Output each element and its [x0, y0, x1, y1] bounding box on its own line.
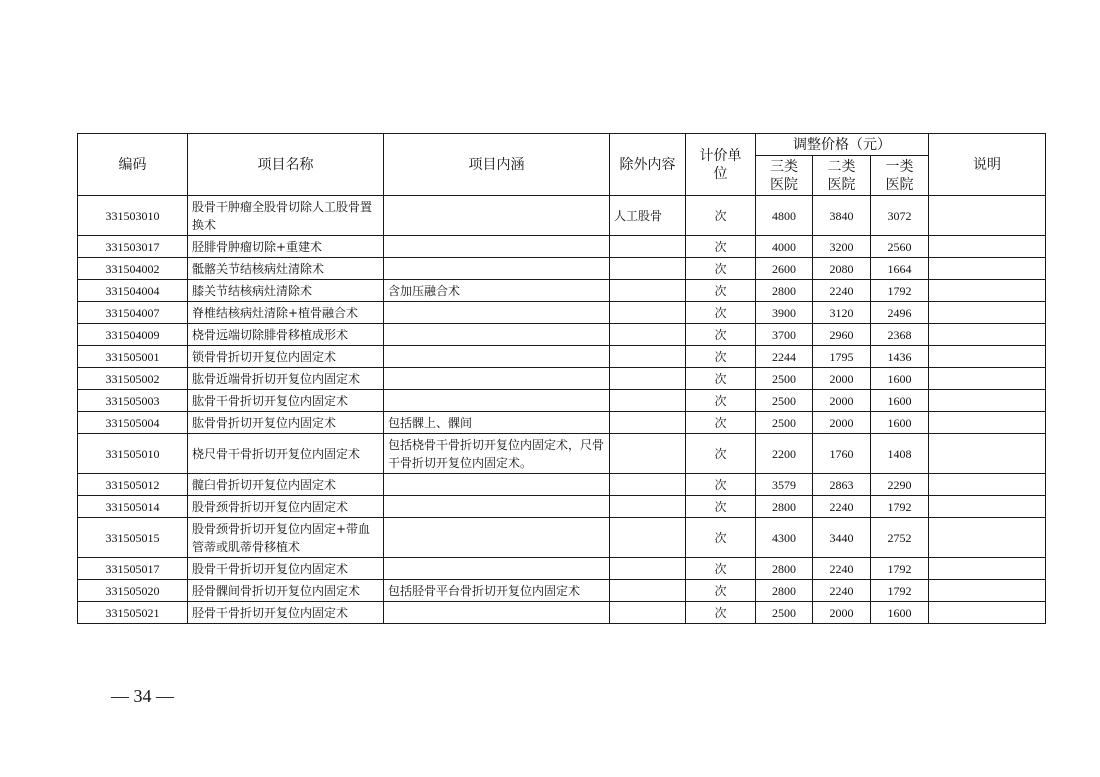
cell-price-class1: 1600 — [871, 602, 929, 624]
table-row — [78, 324, 1046, 346]
cell-price-class1: 1792 — [871, 496, 929, 518]
cell-item-content — [384, 324, 610, 346]
cell-price-class1: 1792 — [871, 580, 929, 602]
cell-pricing-unit: 次 — [686, 558, 756, 580]
cell-price-class3: 2800 — [756, 580, 813, 602]
header-pricing-unit: 计价单位 — [686, 134, 756, 196]
table-row — [78, 196, 1046, 236]
cell-pricing-unit: 次 — [686, 280, 756, 302]
table-row — [78, 474, 1046, 496]
header-code: 编码 — [78, 134, 188, 196]
cell-code: 331505020 — [78, 580, 188, 602]
cell-note — [929, 496, 1046, 518]
cell-code: 331505004 — [78, 412, 188, 434]
cell-pricing-unit: 次 — [686, 474, 756, 496]
cell-price-class2: 3120 — [813, 302, 871, 324]
cell-pricing-unit: 次 — [686, 412, 756, 434]
cell-item-name: 胫骨干骨折切开复位内固定术 — [188, 602, 384, 624]
cell-price-class2: 2000 — [813, 412, 871, 434]
cell-code: 331503010 — [78, 196, 188, 236]
cell-item-name: 胫腓骨肿瘤切除+重建术 — [188, 236, 384, 258]
cell-code: 331505001 — [78, 346, 188, 368]
cell-item-content: 包括胫骨平台骨折切开复位内固定术 — [384, 580, 610, 602]
cell-note — [929, 474, 1046, 496]
cell-exclusion — [610, 236, 686, 258]
cell-exclusion — [610, 390, 686, 412]
cell-note — [929, 558, 1046, 580]
cell-item-name: 股骨颈骨折切开复位内固定+带血管蒂或肌蒂骨移植术 — [188, 518, 384, 558]
cell-price-class3: 4800 — [756, 196, 813, 236]
table-row — [78, 280, 1046, 302]
cell-note — [929, 580, 1046, 602]
cell-note — [929, 324, 1046, 346]
cell-item-content — [384, 346, 610, 368]
table-row — [78, 302, 1046, 324]
cell-note — [929, 390, 1046, 412]
cell-price-class2: 2240 — [813, 580, 871, 602]
cell-pricing-unit: 次 — [686, 390, 756, 412]
cell-item-name: 肱骨近端骨折切开复位内固定术 — [188, 368, 384, 390]
table-row — [78, 390, 1046, 412]
cell-note — [929, 434, 1046, 474]
cell-price-class2: 2240 — [813, 496, 871, 518]
cell-pricing-unit: 次 — [686, 496, 756, 518]
cell-pricing-unit: 次 — [686, 434, 756, 474]
cell-item-name: 胫骨髁间骨折切开复位内固定术 — [188, 580, 384, 602]
cell-price-class1: 2560 — [871, 236, 929, 258]
cell-item-name: 锁骨骨折切开复位内固定术 — [188, 346, 384, 368]
cell-item-content: 包括髁上、髁间 — [384, 412, 610, 434]
table-body — [78, 196, 1046, 624]
cell-note — [929, 518, 1046, 558]
cell-exclusion — [610, 280, 686, 302]
cell-item-name: 肱骨干骨折切开复位内固定术 — [188, 390, 384, 412]
cell-exclusion — [610, 302, 686, 324]
cell-exclusion — [610, 558, 686, 580]
cell-note — [929, 412, 1046, 434]
cell-item-content — [384, 368, 610, 390]
table-row — [78, 580, 1046, 602]
cell-pricing-unit: 次 — [686, 368, 756, 390]
cell-price-class2: 2960 — [813, 324, 871, 346]
table-row — [78, 518, 1046, 558]
cell-price-class2: 2240 — [813, 280, 871, 302]
cell-note — [929, 368, 1046, 390]
cell-price-class3: 3900 — [756, 302, 813, 324]
header-exclusion: 除外内容 — [610, 134, 686, 196]
cell-price-class2: 3200 — [813, 236, 871, 258]
cell-code: 331504002 — [78, 258, 188, 280]
cell-price-class2: 2000 — [813, 390, 871, 412]
cell-exclusion — [610, 518, 686, 558]
cell-price-class2: 2080 — [813, 258, 871, 280]
cell-price-class3: 4000 — [756, 236, 813, 258]
cell-price-class2: 3840 — [813, 196, 871, 236]
cell-item-name: 股骨干骨折切开复位内固定术 — [188, 558, 384, 580]
header-class2-hospital: 二类医院 — [813, 156, 871, 196]
cell-pricing-unit: 次 — [686, 602, 756, 624]
cell-price-class3: 2500 — [756, 412, 813, 434]
cell-price-class1: 2496 — [871, 302, 929, 324]
cell-price-class1: 1600 — [871, 368, 929, 390]
cell-exclusion — [610, 580, 686, 602]
header-adjusted-price: 调整价格（元） — [756, 134, 929, 156]
cell-item-content: 含加压融合术 — [384, 280, 610, 302]
cell-price-class1: 1600 — [871, 390, 929, 412]
cell-code: 331504009 — [78, 324, 188, 346]
cell-exclusion — [610, 496, 686, 518]
cell-price-class2: 3440 — [813, 518, 871, 558]
cell-price-class1: 1408 — [871, 434, 929, 474]
cell-price-class1: 1792 — [871, 280, 929, 302]
header-class1-hospital: 一类医院 — [871, 156, 929, 196]
cell-item-name: 肱骨骨折切开复位内固定术 — [188, 412, 384, 434]
cell-item-content — [384, 496, 610, 518]
price-adjustment-table — [77, 133, 1046, 624]
cell-item-name: 脊椎结核病灶清除+植骨融合术 — [188, 302, 384, 324]
cell-price-class1: 1792 — [871, 558, 929, 580]
cell-code: 331505014 — [78, 496, 188, 518]
cell-item-content — [384, 302, 610, 324]
cell-price-class3: 3579 — [756, 474, 813, 496]
cell-exclusion — [610, 368, 686, 390]
cell-code: 331505017 — [78, 558, 188, 580]
cell-price-class1: 1436 — [871, 346, 929, 368]
cell-price-class3: 2500 — [756, 602, 813, 624]
cell-code: 331505012 — [78, 474, 188, 496]
cell-item-name: 桡尺骨干骨折切开复位内固定术 — [188, 434, 384, 474]
cell-note — [929, 280, 1046, 302]
cell-exclusion — [610, 434, 686, 474]
cell-price-class2: 2000 — [813, 368, 871, 390]
cell-item-content — [384, 390, 610, 412]
cell-price-class1: 2290 — [871, 474, 929, 496]
cell-exclusion: 人工股骨 — [610, 196, 686, 236]
cell-item-content — [384, 474, 610, 496]
cell-note — [929, 258, 1046, 280]
header-note: 说明 — [929, 134, 1046, 196]
cell-price-class3: 2500 — [756, 390, 813, 412]
cell-code: 331505003 — [78, 390, 188, 412]
cell-code: 331505015 — [78, 518, 188, 558]
header-item-content: 项目内涵 — [384, 134, 610, 196]
table-row — [78, 558, 1046, 580]
cell-pricing-unit: 次 — [686, 196, 756, 236]
cell-exclusion — [610, 346, 686, 368]
cell-price-class3: 3700 — [756, 324, 813, 346]
cell-price-class3: 2500 — [756, 368, 813, 390]
cell-item-content — [384, 236, 610, 258]
cell-price-class3: 2800 — [756, 558, 813, 580]
cell-pricing-unit: 次 — [686, 258, 756, 280]
cell-code: 331503017 — [78, 236, 188, 258]
cell-exclusion — [610, 324, 686, 346]
cell-note — [929, 196, 1046, 236]
cell-item-content — [384, 518, 610, 558]
table-row — [78, 496, 1046, 518]
cell-code: 331504004 — [78, 280, 188, 302]
cell-exclusion — [610, 602, 686, 624]
cell-price-class3: 2244 — [756, 346, 813, 368]
table-row — [78, 412, 1046, 434]
cell-code: 331505010 — [78, 434, 188, 474]
cell-item-content — [384, 558, 610, 580]
cell-note — [929, 236, 1046, 258]
cell-pricing-unit: 次 — [686, 236, 756, 258]
table-row — [78, 368, 1046, 390]
cell-price-class1: 2752 — [871, 518, 929, 558]
cell-item-name: 股骨颈骨折切开复位内固定术 — [188, 496, 384, 518]
cell-pricing-unit: 次 — [686, 518, 756, 558]
cell-price-class2: 2000 — [813, 602, 871, 624]
table-header — [78, 134, 1046, 196]
table-row — [78, 258, 1046, 280]
cell-price-class1: 1664 — [871, 258, 929, 280]
cell-note — [929, 602, 1046, 624]
page-number: — 34 — — [111, 686, 174, 706]
cell-exclusion — [610, 412, 686, 434]
cell-price-class1: 1600 — [871, 412, 929, 434]
cell-price-class3: 2800 — [756, 280, 813, 302]
cell-price-class3: 2600 — [756, 258, 813, 280]
header-item-name: 项目名称 — [188, 134, 384, 196]
cell-note — [929, 302, 1046, 324]
table-row — [78, 602, 1046, 624]
cell-item-name: 髋臼骨折切开复位内固定术 — [188, 474, 384, 496]
cell-price-class2: 1760 — [813, 434, 871, 474]
cell-price-class2: 2240 — [813, 558, 871, 580]
table-row — [78, 434, 1046, 474]
cell-code: 331504007 — [78, 302, 188, 324]
cell-price-class3: 2800 — [756, 496, 813, 518]
table-row — [78, 346, 1046, 368]
header-class3-hospital: 三类医院 — [756, 156, 813, 196]
cell-pricing-unit: 次 — [686, 580, 756, 602]
cell-price-class2: 2863 — [813, 474, 871, 496]
cell-price-class1: 3072 — [871, 196, 929, 236]
cell-pricing-unit: 次 — [686, 302, 756, 324]
cell-item-name: 股骨干肿瘤全股骨切除人工股骨置换术 — [188, 196, 384, 236]
cell-item-name: 桡骨远端切除腓骨移植成形术 — [188, 324, 384, 346]
cell-item-name: 骶髂关节结核病灶清除术 — [188, 258, 384, 280]
cell-price-class2: 1795 — [813, 346, 871, 368]
cell-price-class3: 2200 — [756, 434, 813, 474]
cell-item-content — [384, 258, 610, 280]
cell-item-content — [384, 196, 610, 236]
cell-code: 331505021 — [78, 602, 188, 624]
cell-code: 331505002 — [78, 368, 188, 390]
table-row — [78, 236, 1046, 258]
cell-pricing-unit: 次 — [686, 346, 756, 368]
cell-pricing-unit: 次 — [686, 324, 756, 346]
cell-item-content: 包括桡骨干骨折切开复位内固定术，尺骨干骨折切开复位内固定术。 — [384, 434, 610, 474]
cell-exclusion — [610, 258, 686, 280]
cell-price-class3: 4300 — [756, 518, 813, 558]
cell-price-class1: 2368 — [871, 324, 929, 346]
cell-item-content — [384, 602, 610, 624]
cell-note — [929, 346, 1046, 368]
cell-item-name: 膝关节结核病灶清除术 — [188, 280, 384, 302]
cell-exclusion — [610, 474, 686, 496]
